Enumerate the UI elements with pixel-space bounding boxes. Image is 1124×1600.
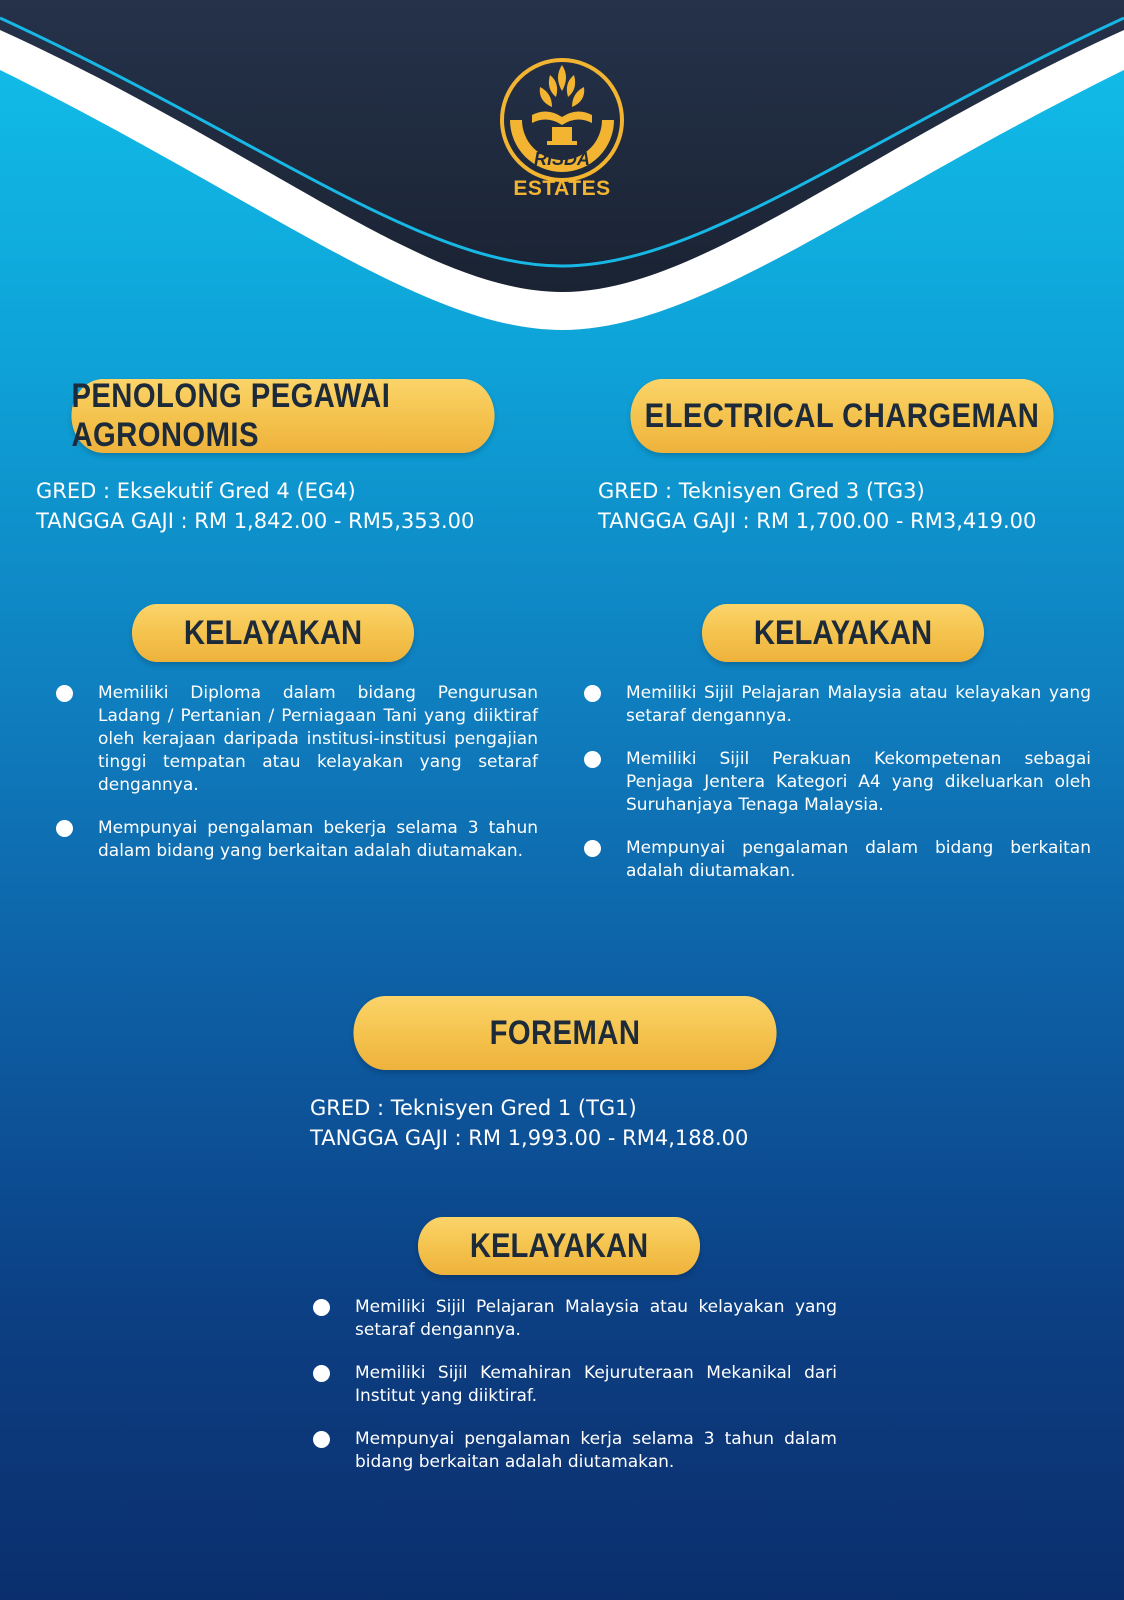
risda-emblem-icon (492, 45, 632, 185)
list-item: Mempunyai pengalaman bekerja selama 3 tahun dalam bidang yang berkaitan adalah diutamakan. (56, 817, 538, 863)
list-item: Memiliki Sijil Perakuan Kekompetenan sebagai Penjaga Jentera Kategori A4 yang dikeluarkan oleh Suruhanjaya Tenaga Malaysia. (584, 748, 1091, 817)
position-title: ELECTRICAL CHARGEMAN (644, 396, 1040, 435)
bullet-icon (313, 1299, 330, 1316)
position-grade: GRED : Teknisyen Gred 1 (TG1) (310, 1096, 637, 1120)
list-item: Memiliki Diploma dalam bidang Pengurusan Ladang / Pertanian / Perniagaan Tani yang diiktiraf oleh kerajaan daripada institusi-institusi pengajian tinggi tempatan atau kelayakan yang setaraf dengannya. (56, 682, 538, 797)
bullet-icon (56, 820, 73, 837)
bullet-icon (56, 685, 73, 702)
logo-brand-text: RISDA (533, 149, 591, 169)
qualification-heading-pill (132, 604, 414, 662)
position-title: FOREMAN (489, 1013, 641, 1052)
qualification-heading: KELAYAKAN (469, 1226, 649, 1265)
bullet-icon (584, 751, 601, 768)
position-salary: TANGGA GAJI : RM 1,700.00 - RM3,419.00 (598, 509, 1037, 533)
list-item: Mempunyai pengalaman kerja selama 3 tahun dalam bidang berkaitan adalah diutamakan. (313, 1428, 837, 1474)
list-item: Memiliki Sijil Pelajaran Malaysia atau kelayakan yang setaraf dengannya. (584, 682, 1091, 728)
position-salary: TANGGA GAJI : RM 1,842.00 - RM5,353.00 (36, 509, 475, 533)
risda-logo (492, 45, 632, 215)
position-grade-salary (598, 476, 1036, 536)
qualification-heading: KELAYAKAN (753, 613, 933, 652)
qualification-heading-pill (418, 1217, 700, 1275)
bullet-icon (313, 1365, 330, 1382)
list-item: Memiliki Sijil Kemahiran Kejuruteraan Mekanikal dari Institut yang diiktiraf. (313, 1362, 837, 1408)
position-grade: GRED : Teknisyen Gred 3 (TG3) (598, 479, 925, 503)
position-title-pill (353, 996, 776, 1070)
position-grade-salary (310, 1093, 748, 1153)
qualification-heading-pill (702, 604, 984, 662)
qualification-list (584, 682, 1091, 903)
position-title-pill (630, 379, 1053, 453)
position-title-pill (71, 379, 494, 453)
position-title: PENOLONG PEGAWAI AGRONOMIS (71, 377, 391, 454)
qualification-heading: KELAYAKAN (183, 613, 363, 652)
bullet-icon (584, 840, 601, 857)
qualification-list (313, 1296, 837, 1494)
logo-word-estates: ESTATES (513, 177, 611, 200)
position-grade-salary (36, 476, 474, 536)
list-item: Mempunyai pengalaman dalam bidang berkaitan adalah diutamakan. (584, 837, 1091, 883)
bullet-icon (584, 685, 601, 702)
position-salary: TANGGA GAJI : RM 1,993.00 - RM4,188.00 (310, 1126, 749, 1150)
position-grade: GRED : Eksekutif Gred 4 (EG4) (36, 479, 356, 503)
list-item: Memiliki Sijil Pelajaran Malaysia atau kelayakan yang setaraf dengannya. (313, 1296, 837, 1342)
bullet-icon (313, 1431, 330, 1448)
qualification-list (56, 682, 538, 883)
